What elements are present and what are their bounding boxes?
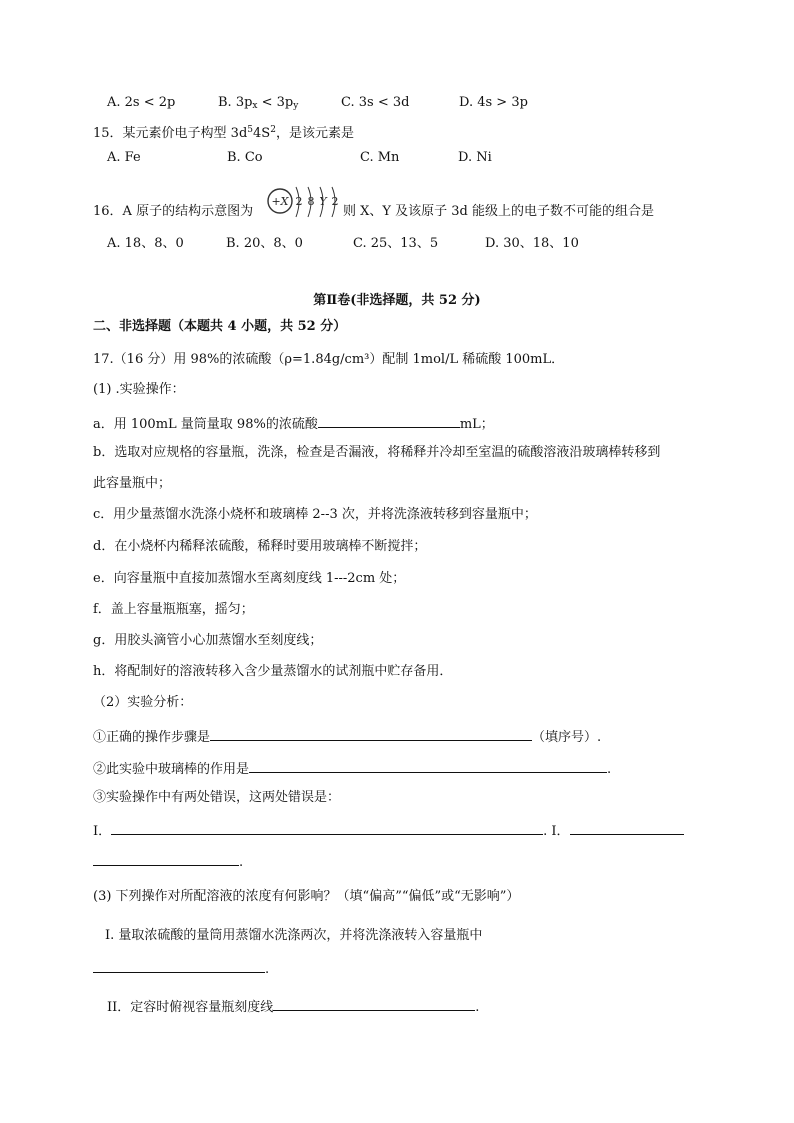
q16-option-b: B. 20、8、0 — [226, 236, 303, 251]
q17-part2-title: （2）实验分析： — [93, 695, 193, 710]
influence-i: I. 量取浓硫酸的量筒用蒸馏水洗涤两次，并将洗涤液转入容量瓶中 — [105, 928, 483, 943]
analysis-2-answer-blank[interactable] — [249, 758, 607, 773]
q14-option-b: B. $3p_x < 3p_y$ — [218, 95, 299, 111]
error-2-answer-blank[interactable] — [570, 820, 684, 835]
influence-ii-answer-blank[interactable] — [273, 996, 475, 1011]
q15-option-d: D. Ni — [458, 150, 492, 165]
analysis-1: ①正确的操作步骤是 （填序号）. — [93, 726, 601, 747]
analysis-1-answer-blank[interactable] — [210, 726, 532, 741]
q16-option-a: A. 18、8、0 — [107, 236, 184, 251]
q17-part1-title: (1) .实验操作： — [93, 382, 185, 397]
step-e: e．向容量瓶中直接加蒸馏水至离刻度线 1---2cm 处； — [93, 571, 406, 586]
influence-i-answer: . — [93, 958, 269, 979]
q15-option-b: B. Co — [227, 150, 263, 165]
q16-option-c: C. 25、13、5 — [353, 236, 439, 251]
q17-part3-title: (3) 下列操作对所配溶液的浓度有何影响？（填“偏高”“偏低”或“无影响”） — [93, 889, 520, 904]
q14-option-d: D. 4s > 3p — [459, 95, 528, 110]
step-a-answer-blank[interactable] — [318, 413, 460, 428]
q15-option-a: A. Fe — [107, 150, 141, 165]
influence-ii: II．定容时俯视容量瓶刻度线 . — [107, 996, 479, 1017]
errors-line-2: . — [93, 851, 243, 872]
step-f: f．盖上容量瓶瓶塞，摇匀； — [93, 602, 254, 617]
section-title: 第Ⅱ卷(非选择题，共 52 分) — [313, 293, 481, 308]
q17-stem: 17.（16 分）用 98%的浓硫酸（ρ=1.84g/cm³）配制 1mol/L 稀硫酸 100mL． — [93, 352, 565, 367]
q15-stem: 15．某元素价电子构型 $3d^54S^2$，是该元素是 — [93, 125, 354, 141]
step-a: a．用 100mL 量筒量取 98%的浓硫酸 mL； — [93, 413, 494, 434]
shell-2-count: 8 — [307, 195, 315, 208]
analysis-3: ③实验操作中有两处错误，这两处错误是： — [93, 790, 341, 805]
shell-1-count: 2 — [295, 195, 303, 208]
shell-3-count: Y — [319, 195, 327, 208]
analysis-2: ②此实验中玻璃棒的作用是 . — [93, 758, 611, 779]
q16-stem-pre: 16．A 原子的结构示意图为 — [93, 204, 254, 219]
step-g: g．用胶头滴管小心加蒸馏水至刻度线； — [93, 633, 323, 648]
step-c: c．用少量蒸馏水洗涤小烧杯和玻璃棒 2--3 次，并将洗涤液转移到容量瓶中； — [93, 507, 537, 522]
step-b-line1: b．选取对应规格的容量瓶，洗涤，检查是否漏液，将稀释并冷却至室温的硫酸溶液沿玻璃棒转移到 — [93, 445, 661, 460]
q14-option-c: C. 3s < 3d — [341, 95, 410, 110]
q14-option-a: A. 2s < 2p — [107, 95, 176, 110]
shell-4-count: 2 — [331, 195, 339, 208]
step-d: d．在小烧杯内稀释浓硫酸，稀释时要用玻璃棒不断搅拌； — [93, 539, 427, 554]
nucleus-label: +X — [271, 195, 289, 208]
section-subtitle: 二、非选择题（本题共 4 小题，共 52 分） — [93, 319, 347, 334]
error-1-answer-blank[interactable] — [111, 820, 543, 835]
step-b-line2: 此容量瓶中； — [93, 476, 172, 491]
atom-structure-diagram — [262, 183, 352, 221]
q16-option-d: D. 30、18、10 — [485, 236, 579, 251]
q16-stem-post: 则 X、Y 及该原子 3d 能级上的电子数不可能的组合是 — [343, 204, 654, 219]
q15-option-c: C. Mn — [360, 150, 400, 165]
influence-i-answer-blank[interactable] — [93, 958, 265, 973]
step-h: h．将配制好的溶液转移入含少量蒸馏水的试剂瓶中贮存备用． — [93, 664, 453, 679]
errors-line: Ⅰ． . Ⅰ． — [93, 820, 684, 841]
error-2-answer-blank-cont[interactable] — [93, 851, 239, 866]
